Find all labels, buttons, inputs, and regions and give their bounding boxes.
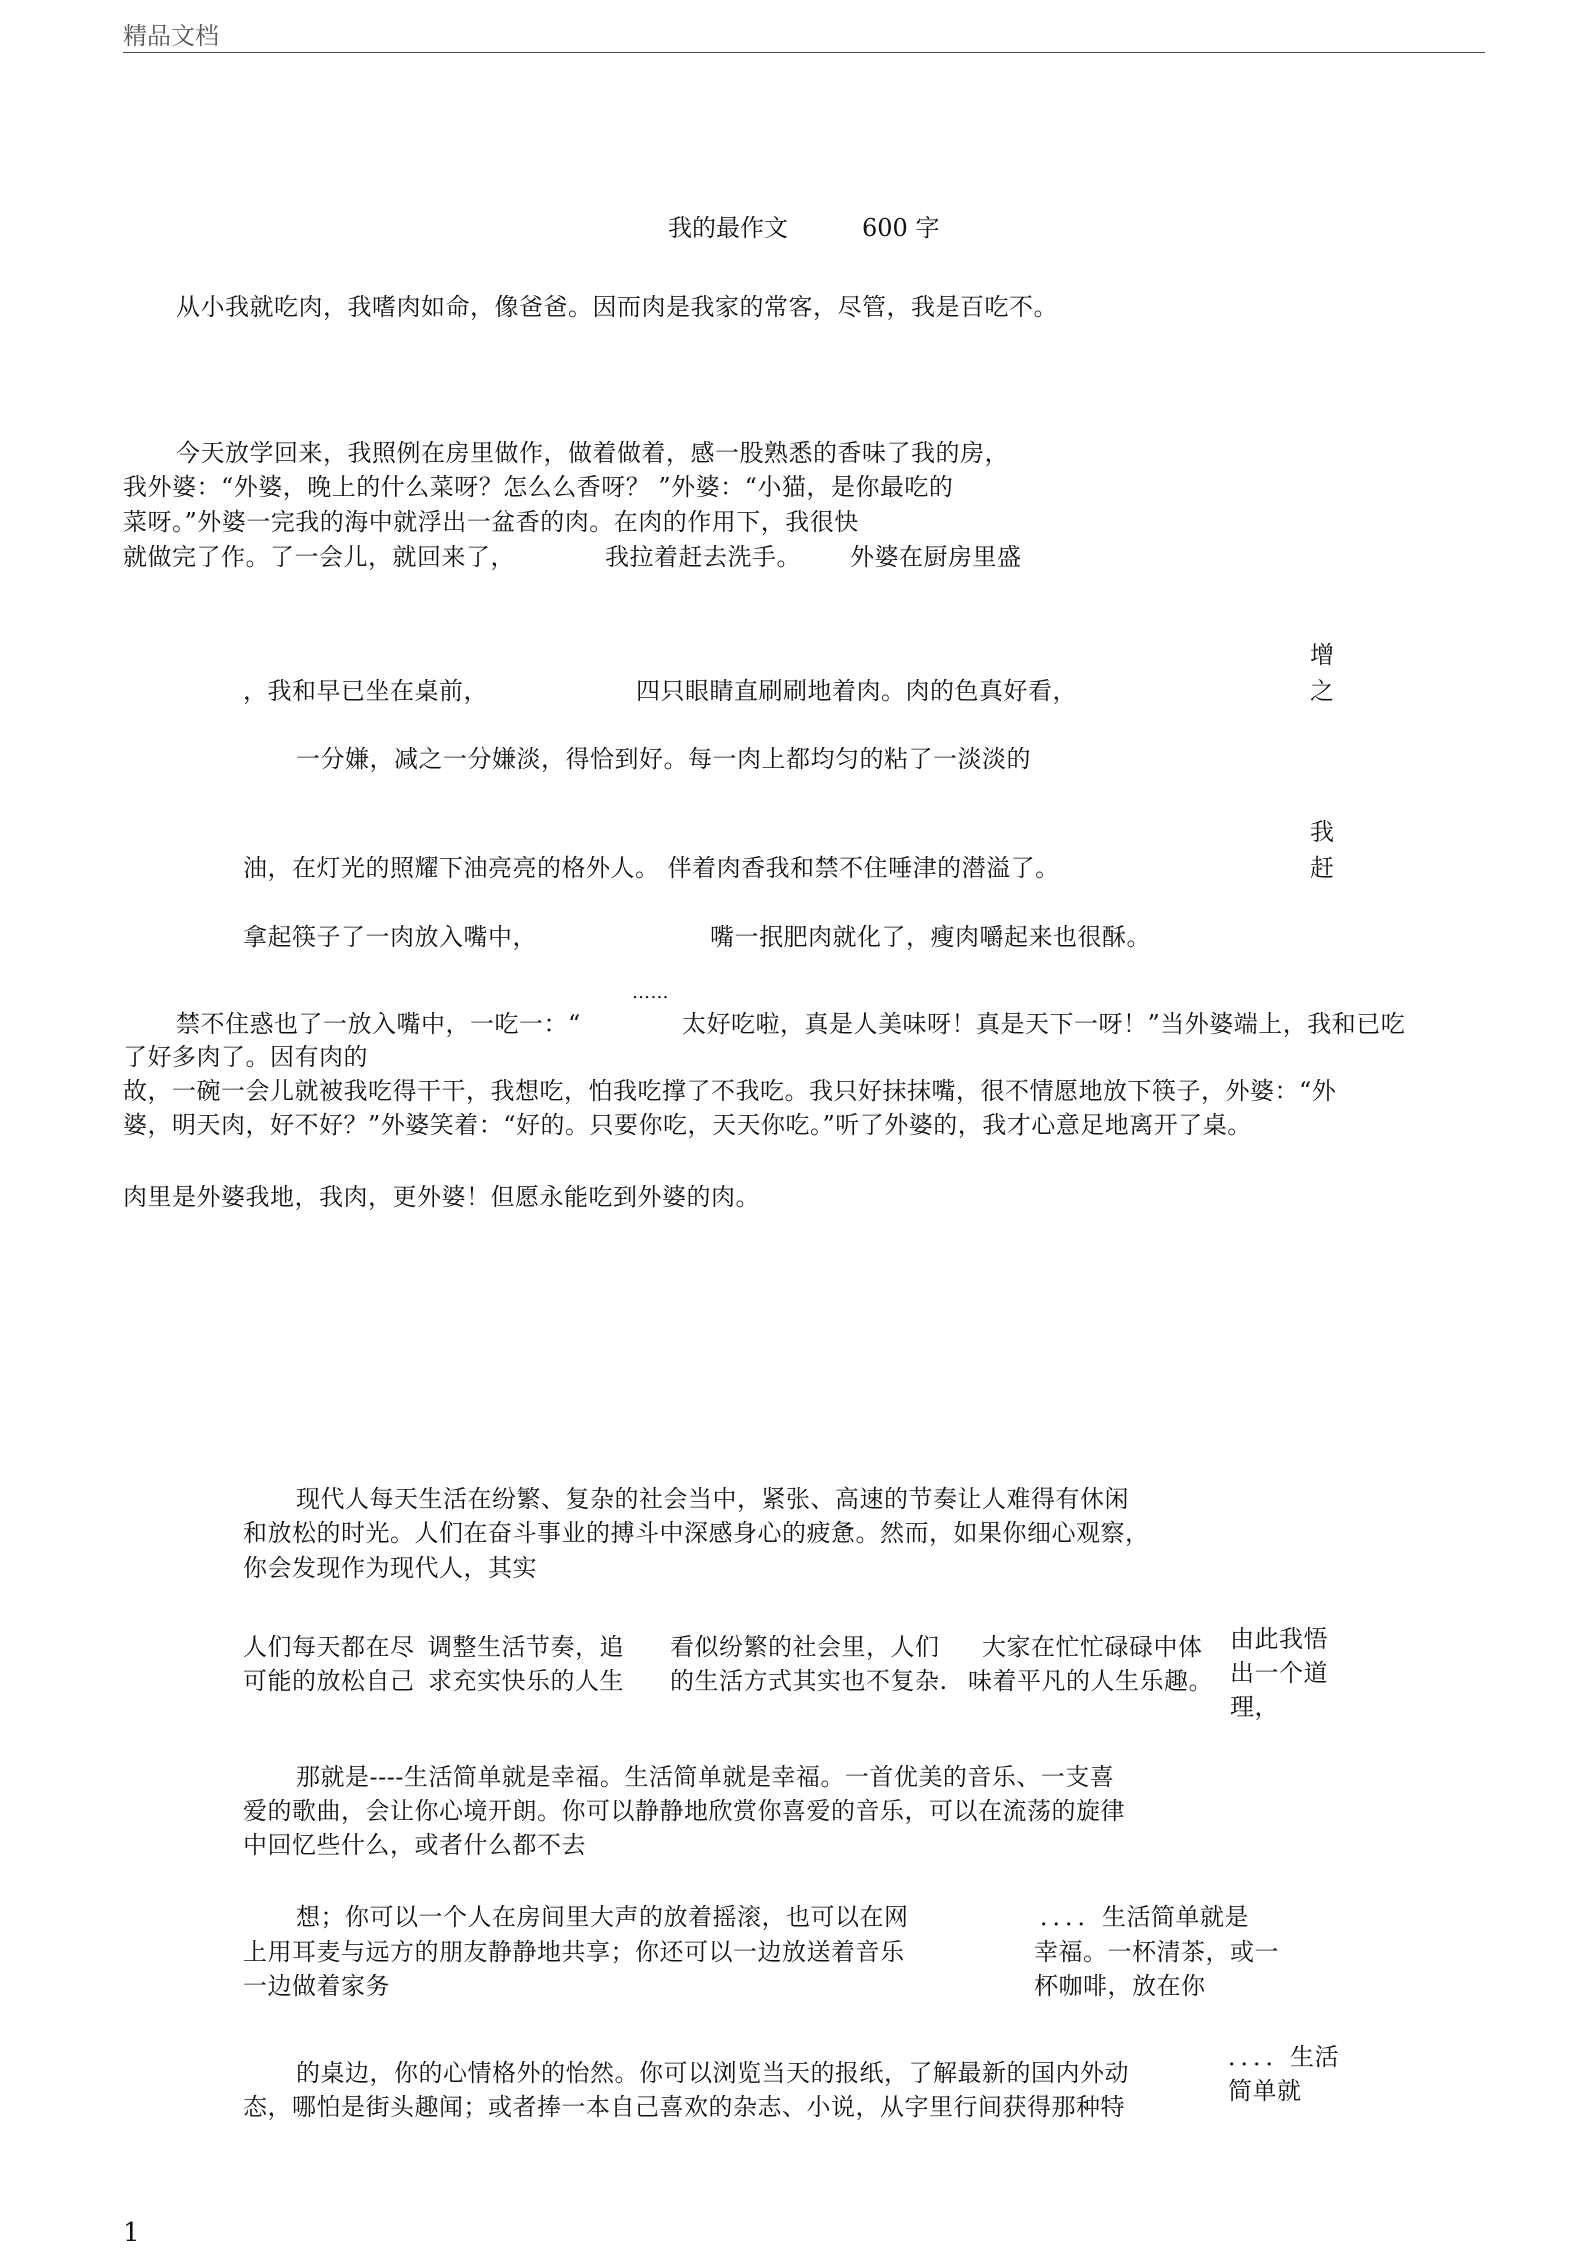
block-line-1a: ，我和早已坐在桌前， [243, 677, 488, 705]
essay2-col4-line1: 大家在忙忙碌碌中体 [982, 1633, 1203, 1661]
essay2-p3-side-1: ．．．．生活简单就是 [1040, 1903, 1249, 1931]
block-side-1b: 之 [1310, 677, 1335, 705]
block-line-4b: 嘴一抿肥肉就化了，瘦肉嚼起来也很酥。 [710, 923, 1151, 951]
essay2-col5-line3: 理， [1230, 1693, 1279, 1721]
essay1-p2-line-4: 就做完了作。了一会儿，就回来了， [123, 543, 515, 571]
essay2-col4-line2: 味着平凡的人生乐趣。 [968, 1667, 1213, 1695]
header-rule [123, 52, 1485, 53]
essay2-col5-line1: 由此我悟 [1230, 1625, 1328, 1653]
essay1-paragraph-4: 肉里是外婆我地，我肉，更外婆！但愿永能吃到外婆的肉。 [123, 1183, 760, 1211]
essay2-p1-line-3: 你会发现作为现代人，其实 [243, 1554, 537, 1582]
block-line-4a: 拿起筷子了一肉放入嘴中， [243, 923, 537, 951]
essay2-p2-line-1: 那就是----生活简单就是幸福。生活简单就是幸福。一首优美的音乐、一支喜 [296, 1763, 1115, 1791]
block-line-1b: 四只眼睛直刷刷地着肉。肉的色真好看， [636, 677, 1077, 705]
essay1-paragraph-1: 从小我就吃肉，我嗜肉如命，像爸爸。因而肉是我家的常客，尽管，我是百吃不。 [176, 293, 1058, 321]
essay1-p3-tail: 太好吃啦，真是人美味呀！真是天下一呀！”当外婆端上，我和已吃 [682, 1010, 1406, 1038]
page-header-label: 精品文档 [123, 22, 219, 50]
block-line-2: 一分嫌，减之一分嫌淡，得恰到好。每一肉上都均匀的粘了一淡淡的 [296, 745, 1031, 773]
essay2-p3-line-1: 想；你可以一个人在房间里大声的放着摇滚，也可以在网 [296, 1903, 909, 1931]
page-number: 1 [123, 2218, 140, 2248]
block-side-2a: 我 [1310, 818, 1335, 846]
essay2-col5-line2: 出一个道 [1230, 1659, 1328, 1687]
essay2-col3-line2: 的生活方式其实也不复杂. [670, 1667, 948, 1695]
block-side-2b: 赶 [1310, 854, 1335, 882]
essay1-p2-line-1: 今天放学回来，我照例在房里做作，做着做着，感一股熟悉的香味了我的房， [176, 439, 1009, 467]
essay2-p4-line-1: 的桌边，你的心情格外的怡然。你可以浏览当天的报纸，了解最新的国内外动 [296, 2059, 1129, 2087]
essay2-p1-line-1: 现代人每天生活在纷繁、复杂的社会当中，紧张、高速的节奏让人难得有休闲 [296, 1485, 1129, 1513]
essay2-p3-line-2: 上用耳麦与远方的朋友静静地共享；你还可以一边放送着音乐 [243, 1938, 905, 1966]
ellipsis: …… [632, 982, 669, 1003]
essay2-col1-line1: 人们每天都在尽 [243, 1633, 415, 1661]
essay1-p2-line-4b: 我拉着赶去洗手。 [605, 543, 801, 571]
essay2-p3-side-3: 杯咖啡，放在你 [1034, 1972, 1206, 2000]
essay2-col1-line2: 可能的放松自己 [243, 1667, 415, 1695]
essay2-p4-line-2: 态，哪怕是街头趣闻；或者捧一本自己喜欢的杂志、小说，从字里行间获得那种特 [243, 2093, 1125, 2121]
essay1-p3-lead: 禁不住惑也了一放入嘴中，一吃一：“ [176, 1010, 581, 1038]
block-line-3: 油，在灯光的照耀下油亮亮的格外人。 伴着肉香我和禁不住唾津的潜溢了。 [243, 854, 1060, 882]
essay-title: 我的最作文 [668, 214, 788, 242]
essay2-p4-side-2: 简单就 [1228, 2077, 1302, 2105]
essay2-p2-line-3: 中回忆些什么，或者什么都不去 [243, 1831, 586, 1859]
essay2-p3-side-2: 幸福。一杯清茶，或一 [1034, 1938, 1279, 1966]
essay2-p1-line-2: 和放松的时光。人们在奋斗事业的搏斗中深感身心的疲惫。然而，如果你细心观察， [243, 1519, 1150, 1547]
essay1-p3-line-3: 故，一碗一会儿就被我吃得干干，我想吃，怕我吃撑了不我吃。我只好抹抹嘴，很不情愿地放下筷子，外婆：“外 [123, 1077, 1337, 1105]
essay1-p3-line-2: 了好多肉了。因有肉的 [123, 1043, 368, 1071]
essay2-p3-line-3: 一边做着家务 [243, 1972, 390, 2000]
essay1-p2-line-3: 菜呀。”外婆一完我的海中就浮出一盆香的肉。在肉的作用下，我很快 [123, 508, 859, 536]
essay2-col3-line1: 看似纷繁的社会里，人们 [670, 1633, 940, 1661]
block-side-1a: 增 [1310, 641, 1335, 669]
essay1-p2-line-2: 我外婆：“外婆，晚上的什么菜呀？怎么么香呀？ ”外婆：“小猫，是你最吃的 [123, 473, 954, 501]
essay2-col2-line2: 求充实快乐的人生 [428, 1667, 624, 1695]
essay2-p2-line-2: 爱的歌曲，会让你心境开朗。你可以静静地欣赏你喜爱的音乐，可以在流荡的旋律 [243, 1797, 1125, 1825]
essay2-p4-side-1: ．．．．生活 [1228, 2043, 1339, 2071]
essay1-p2-line-4c: 外婆在厨房里盛 [850, 543, 1022, 571]
essay-title-count: 600 字 [862, 214, 940, 242]
essay2-col2-line1: 调整生活节奏，追 [428, 1633, 624, 1661]
essay1-p3-line-4: 婆，明天肉，好不好？”外婆笑着：“好的。只要你吃，天天你吃。”听了外婆的，我才心意足地离开了桌。 [123, 1111, 1252, 1139]
